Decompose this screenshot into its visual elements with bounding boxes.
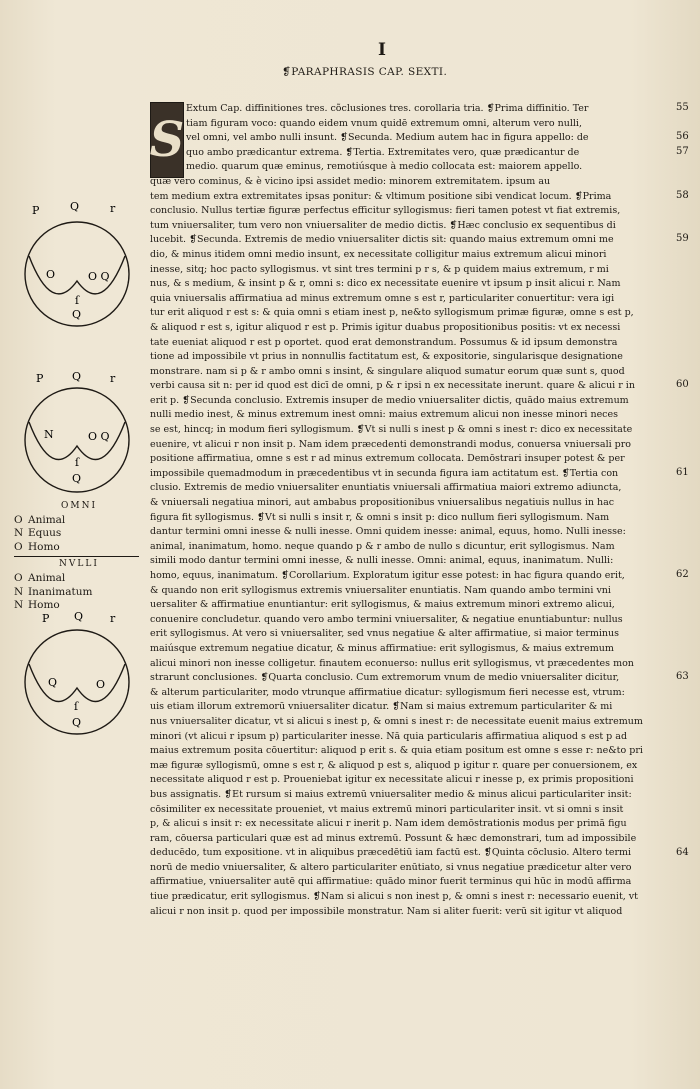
text-line: alicui r non insit p. quod per impossibile monstratur. Nam si aliter fuerit: verū sit igitur vt aliquod (150, 905, 623, 917)
diagram-1-label-right: O Q (88, 270, 110, 283)
text-line: vel omni, vel ambo nulli insunt. ❡Secunda. Medium autem hac in figura appello: de (186, 132, 589, 144)
text-line: affirmatiue, vniuersaliter autē qui affirmatiue: quādo minor fuerit terminus qui hūc in modū affirma (150, 876, 632, 888)
diagram-3-label-mid: ſ (74, 700, 79, 713)
diagram-1-label-left: O (46, 268, 56, 281)
margin-number: 60 (676, 379, 689, 391)
text-line: ram, cōuersa particulari quæ est ad minus extremū. Possunt & hæc demonstrari, tum ad impossibile (150, 832, 637, 844)
margin-number: 63 (676, 671, 689, 683)
text-line: & vniuersali negatiua minori, aut ambabus propositionibus vniuersalibus negatiuis nullus in hac (150, 497, 615, 509)
nulli-row: N Homo (14, 599, 60, 612)
margin-number: 62 (676, 569, 689, 581)
text-line: inesse, sitq; hoc pacto syllogismus. vt sint tres termini p r s, & p quidem maius extremum, r mi (150, 263, 609, 275)
margin-number: 64 (676, 846, 689, 858)
text-line: quæ vero cominus, & è vicino ipsi assidet medio: minorem extremitatem. ipsum au (150, 175, 551, 187)
diagram-1-label-q: Q (70, 200, 80, 213)
diagram-1-label-mid: ſ (75, 294, 80, 307)
margin-number: 57 (676, 145, 689, 157)
syllogism-diagram-3 (12, 606, 142, 750)
text-line: tem medium extra extremitates ipsas ponitur: & vltimum positione sibi vendicat locum. ❡Prima (150, 190, 612, 202)
text-line: cōsimiliter ex necessitate proueniet, vt maius extremū minori particulariter insit. vt si omni s insit (150, 803, 624, 815)
text-line: maius extremum posita cōuertitur: aliquod p erit s. & quia etiam positum est omne s esse r: ne&to pri (150, 745, 643, 757)
nulli-row: N Inanimatum (14, 585, 93, 598)
diagram-1-label-p: P (32, 204, 40, 217)
diagram-2-label-mid: ſ (75, 456, 80, 469)
text-line: se est, hincq; in modum fieri syllogismum. ❡Vt si nulli s inest p & omni s inest r: dico ex necessitate (150, 424, 633, 436)
diagram-3-label-left: Q (48, 676, 58, 689)
text-line: tur erit aliquod r est s: & quia omni s etiam inest p, ne&to syllogismum primæ figuræ, omne s est p, (150, 307, 634, 319)
diagram-1-label-r: r (110, 202, 116, 215)
text-line: conclusio. Nullus tertiæ figuræ perfectus efficitur syllogismus: fieri tamen potest vt fiat extremis, (150, 205, 621, 217)
nulli-header: NVLLI (59, 559, 99, 570)
text-line: minori (vt alicui r ipsum p) particulariter inesse. Nā quia particularis affirmatiua aliquod s est p ad (150, 730, 628, 742)
text-line: figura fit syllogismus. ❡Vt si nulli s insit r, & omni s insit p: dico nullum fieri syllogismum. Nam (150, 511, 610, 523)
margin-number: 59 (676, 233, 689, 245)
text-line: tione ad impossibile vt prius in nonnullis factitatum est, & expositorie, singularisque designatione (150, 351, 623, 363)
diagram-3-label-q: Q (74, 610, 84, 623)
text-line: monstrare. nam si p & r ambo omni s insint, & singulare aliquod sumatur eorum quæ sunt s, quod (150, 365, 625, 377)
text-line: animal, inanimatum, homo. neque quando p & r ambo de nullo s dicuntur, erit syllogismus. Nam (150, 540, 615, 552)
running-head: ❡PARAPHRASIS CAP. SEXTI. (282, 66, 448, 78)
text-line: positione affirmatiua, omne s est r ad minus extremum collocata. Demōstrari insuper potest & per (150, 453, 625, 465)
text-line: tiue prædicatur, erit syllogismus. ❡Nam si alicui s non inest p, & omni s inest r: necessario euenit, vt (150, 891, 638, 903)
omni-header: OMNI (60, 501, 98, 511)
text-line: quia vniuersalis affirmatiua ad minus extremum omne s est r, particulariter conuertitur: vera igi (150, 292, 615, 304)
diagram-2-label-q: Q (72, 370, 82, 383)
text-line: uis etiam illorum extremorū vniuersaliter dicatur. ❡Nam si maius extremum particulariter & mi (150, 701, 613, 713)
text-line: quo ambo prædicantur extrema. ❡Tertia. Extremitates vero, quæ prædicantur de (186, 146, 580, 158)
diagram-3-label-p: P (42, 612, 50, 625)
text-line: erit syllogismus. At vero si vniuersaliter, sed vnus negatiue & alter affirmatiue, si maior terminus (150, 628, 619, 640)
text-line: simili modo dantur termini omni inesse, & nulli inesse. Omni: animal, equus, inanimatum. Nulli: (150, 555, 614, 567)
text-line: verbi causa sit n: per id quod est dicī de omni, p & r ipsi n ex necessitate inerunt. quare & alicui r in (150, 380, 635, 392)
drop-cap-initial: S (150, 102, 184, 178)
text-line: tum vniuersaliter, tum vero non vniuersaliter de medio dictis. ❡Hæc conclusio ex sequentibus di (150, 219, 616, 231)
text-line: & alterum particulariter, modo vtrunque affirmatiue dicatur: syllogismum fieri necesse est, vtrum: (150, 686, 625, 698)
text-line: dantur termini omni inesse & nulli inesse. Omni quidem inesse: animal, equus, homo. Nulli inesse: (150, 526, 626, 538)
diagram-2-label-bottom: Q (72, 472, 82, 485)
text-line: norū de medio vniuersaliter, & altero particulariter enūtiato, si vnus negatiue prædicetur alter vero (150, 861, 632, 873)
text-line: alicui minori non inesse colligetur. finautem econuerso: nullus erit syllogismus, vt præcedentes mon (150, 657, 634, 669)
text-line: conuenire concludetur. quando vero ambo termini vniuersaliter, & negatiue enuntiabuntur: nullus (150, 613, 623, 625)
diagram-1-label-bottom: Q (72, 308, 82, 321)
main-text-block (150, 102, 672, 919)
text-line: Extum Cap. diffinitiones tres. cõclusiones tres. corollaria tria. ❡Prima diffinitio. Ter (186, 103, 589, 114)
text-line: p, & alicui s insit r: ex necessitate alicui r inerit p. Nam idem demōstrationis modus per primā figu (150, 818, 627, 830)
diagram-3-label-bottom: Q (72, 716, 82, 729)
text-line: impossibile quemadmodum in præcedentibus vt in secunda figura iam actitatum est. ❡Tertia con (150, 467, 619, 479)
text-line: nus, & s medium, & insint p & r, omni s: dico ex necessitate euenire vt ipsum p insit alicui r. Nam (150, 278, 621, 290)
syllogism-diagram-1 (12, 196, 142, 340)
text-line: tate eueniat aliquod r est p oportet. quod erat demonstrandum. Possumus & id ipsum demonstra (150, 336, 618, 348)
margin-number: 58 (676, 189, 689, 201)
term-divider (14, 556, 139, 557)
omni-row: O Homo (14, 540, 60, 553)
folio-number: I (378, 40, 386, 60)
text-line: uersaliter & affirmatiue enuntiantur: erit syllogismus, & maius extremum minori extremo alicui, (150, 599, 615, 611)
text-line: tiam figuram voco: quando eidem vnum quidē extremum omni, alterum vero nulli, (186, 117, 582, 129)
text-line: homo, equus, inanimatum. ❡Corollarium. Exploratum igitur esse potest: in hac figura quando erit, (150, 570, 625, 581)
margin-number: 61 (676, 467, 689, 478)
margin-number: 55 (676, 102, 689, 113)
text-line: dio, & minus itidem omni medio insunt, ex necessitate colligitur maius extremum alicui minori (150, 248, 607, 260)
text-line: clusio. Extremis de medio vniuersaliter enuntiatis vniuersali affirmatiua maiori extremo adiuncta, (150, 482, 622, 494)
text-line: nus vniuersaliter dicatur, vt si alicui s inest p, & omni s inest r: de necessitate euenit maius extremum (150, 715, 643, 727)
text-line: deducēdo, tum expositione. vt in aliquibus præcedētiū iam factū est. ❡Quinta cōclusio. Altero termi (150, 847, 632, 859)
omni-row: O Animal (14, 513, 66, 526)
text-line: necessitate aliquod r est p. Proueniebat igitur ex necessitate alicui r inesse p, ex primis propositioni (150, 774, 634, 786)
text-line: & aliquod r est s, igitur aliquod r est p. Primis igitur duabus propositionibus positis: vt ex necessi (150, 321, 621, 333)
diagram-2-label-r: r (110, 372, 116, 385)
text-line: medio. quarum quæ eminus, remotiúsque à medio collocata est: maiorem appello. (186, 161, 583, 173)
text-line: & quando non erit syllogismus extremis vniuersaliter enuntiatis. Nam quando ambo termini vni (150, 584, 611, 596)
text-line: strarunt conclusiones. ❡Quarta conclusio. Cum extremorum vnum de medio vniuersaliter dicitur, (150, 672, 620, 684)
text-line: maiúsque extremum negatiue dicatur, & minus affirmatiue: erit syllogismus, & maius extremum (150, 642, 614, 654)
diagram-3-label-right: O (96, 678, 106, 691)
text-line: euenire, vt alicui r non insit p. Nam idem præcedenti demonstrandi modus, conuersa vniuersali pro (150, 438, 632, 450)
margin-number: 56 (676, 131, 689, 143)
text-line: nulli medio inest, & minus extremum inest omni: maius extremum alicui non inesse minori neces (150, 409, 619, 421)
term-lists (14, 500, 144, 613)
text-line: erit p. ❡Secunda conclusio. Extremis insuper de medio vniuersaliter dictis, quādo maius extremum (150, 394, 629, 406)
diagram-2-label-left: N (44, 428, 54, 441)
nulli-row: O Animal (14, 571, 66, 584)
text-line: mæ figuræ syllogismū, omne s est r, & aliquod p est s, aliquod p igitur r. quare per conuersionem, ex (150, 759, 638, 771)
text-line: bus assignatis. ❡Et rursum si maius extremū vniuersaliter medio & minus alicui particulariter insit: (150, 788, 632, 800)
diagram-2-label-right: O Q (88, 430, 110, 443)
omni-row: N Equus (14, 527, 62, 540)
diagram-2-label-p: P (36, 372, 44, 385)
diagram-3-label-r: r (110, 612, 116, 625)
syllogism-diagram-2 (12, 366, 142, 506)
text-line: lucebit. ❡Secunda. Extremis de medio vniuersaliter dictis sit: quando maius extremum omni me (150, 234, 614, 246)
